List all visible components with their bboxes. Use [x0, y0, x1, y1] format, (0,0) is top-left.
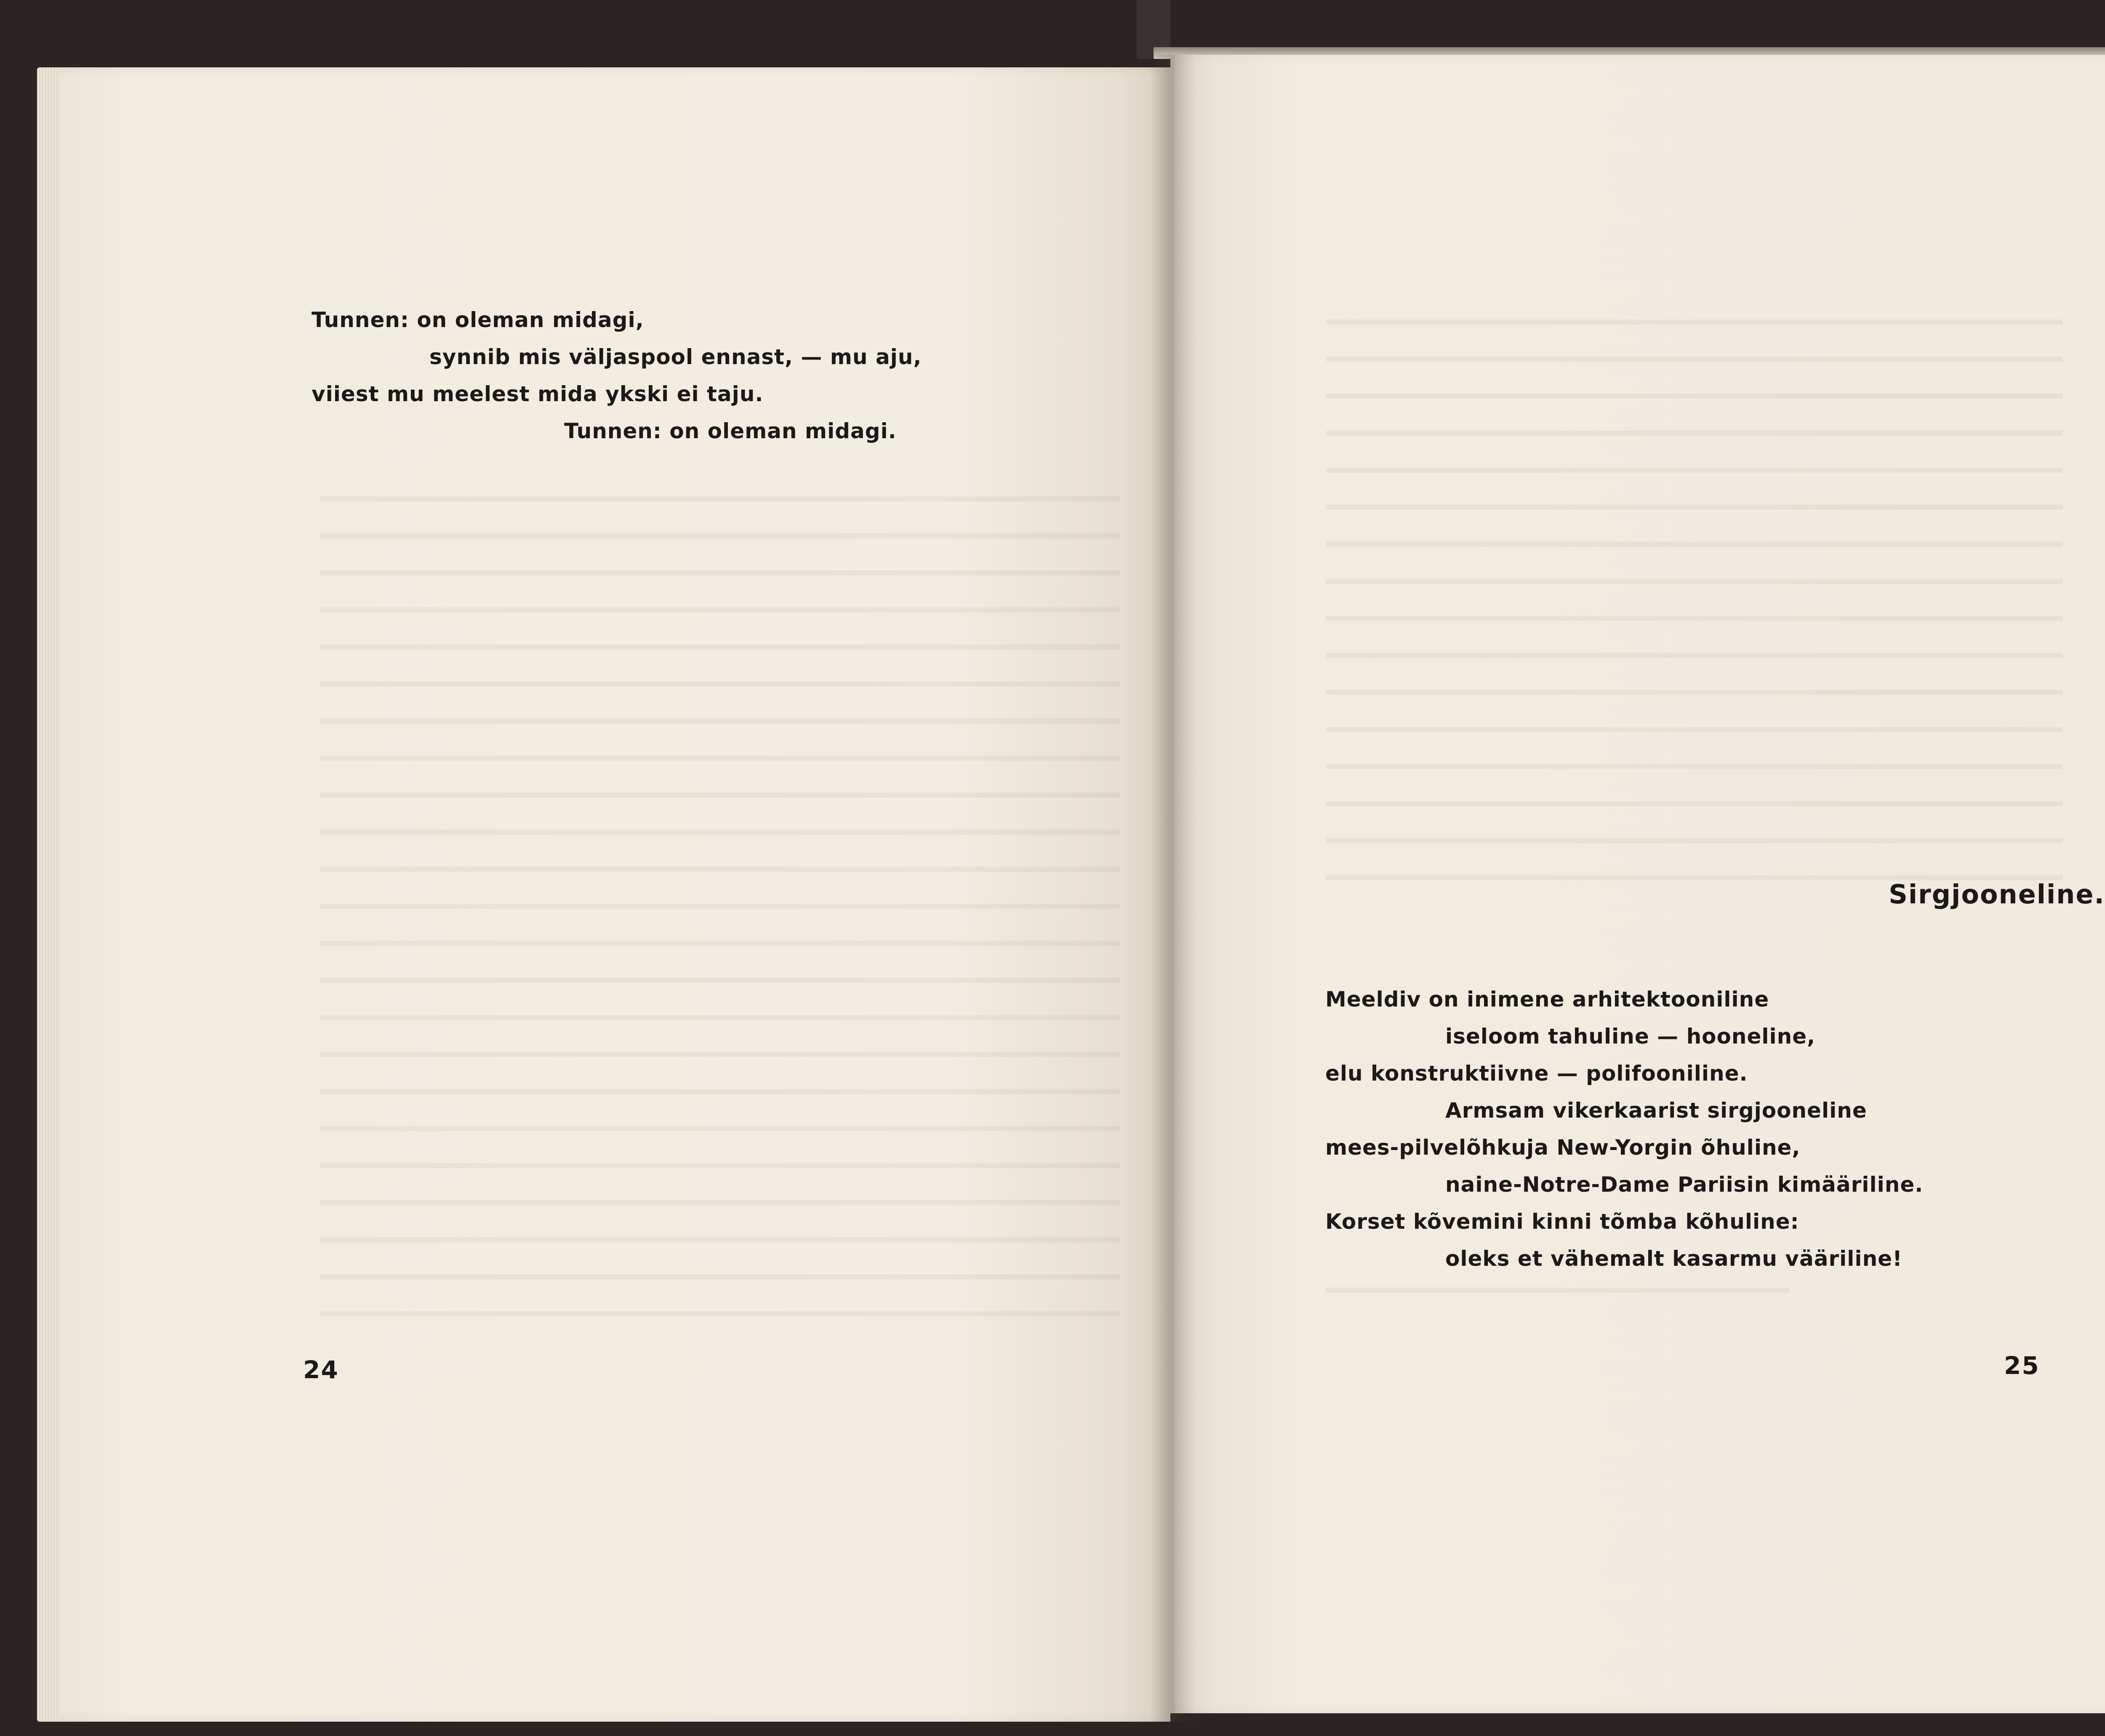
right-poem — [1325, 981, 2105, 1277]
poem-line: Tunnen: on oleman midagi. — [564, 419, 897, 443]
page-number-left: 24 — [303, 1355, 339, 1384]
poem-line: mees-pilvelõhkuja New-Yorgin õhuline, — [1325, 1135, 1801, 1160]
show-through-left — [320, 471, 1120, 1322]
poem-title: Sirgjooneline. — [1889, 879, 2105, 910]
poem-line: naine-Notre-Dame Pariisin kimääriline. — [1445, 1172, 1924, 1197]
poem-line: Armsam vikerkaarist sirgjooneline — [1445, 1098, 1867, 1123]
left-poem — [312, 301, 1044, 450]
page-number-right: 25 — [2004, 1351, 2040, 1380]
poem-line: iseloom tahuline — hooneline, — [1445, 1024, 1816, 1049]
poem-line: Meeldiv on inimene arhitektooniline — [1325, 987, 1769, 1012]
show-through-right — [1326, 295, 2063, 884]
poem-line: synnib mis väljaspool ennast, — mu aju, — [429, 345, 922, 369]
poem-line: elu konstruktiivne — polifooniline. — [1325, 1061, 1748, 1086]
book-gutter — [1149, 55, 1196, 1722]
poem-line: Tunnen: on oleman midagi, — [312, 308, 644, 332]
poem-line: oleks et vähemalt kasarmu vääriline! — [1445, 1246, 1902, 1271]
poem-line: Korset kõvemini kinni tõmba kõhuline: — [1325, 1209, 1799, 1234]
poem-line: viiest mu meelest mida ykski ei taju. — [312, 382, 764, 406]
